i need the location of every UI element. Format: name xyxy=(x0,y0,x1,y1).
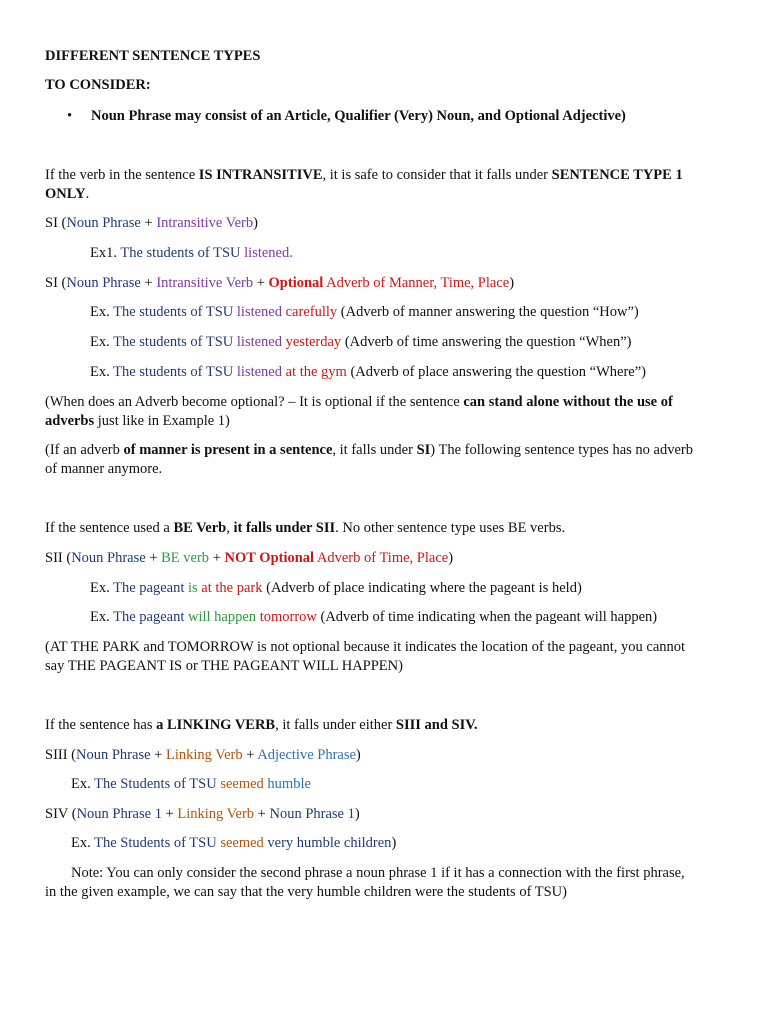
bullet-text: Noun Phrase may consist of an Article, Qualifier (Very) Noun, and Optional Adjective) xyxy=(91,108,626,124)
s3-example-siii: Ex. The Students of TSU seemed humble xyxy=(71,776,311,792)
s1-note-1: (When does an Adverb become optional? – It is optional if the sentence can stand alone without the use of xyxy=(45,394,673,410)
s2-note: (AT THE PARK and TOMORROW is not optional because it indicates the location of the pageant, you cannot xyxy=(45,639,686,655)
s1-example-1: Ex1. The students of TSU listened. xyxy=(90,245,293,261)
s1-example-4: Ex. The students of TSU listened at the gym (Adverb of place answering the question “Where”) xyxy=(90,364,646,380)
s2-intro: If the sentence used a BE Verb, it falls under SII. No other sentence type uses BE verbs. xyxy=(45,520,566,536)
s1-note-1-cont: adverbs just like in Example 1) xyxy=(45,413,230,429)
s3-example-siv: Ex. The Students of TSU seemed very humble children) xyxy=(71,835,397,851)
s2-example-2: Ex. The pageant will happen tomorrow (Adverb of time indicating when the pageant will happen) xyxy=(90,609,658,625)
s3-intro: If the sentence has a LINKING VERB, it falls under either SIII and SIV. xyxy=(45,717,478,733)
s1-formula-2: SI (Noun Phrase + Intransitive Verb + Optional Adverb of Manner, Time, Place) xyxy=(45,275,515,291)
s1-example-2: Ex. The students of TSU listened carefully (Adverb of manner answering the question “How”) xyxy=(90,304,639,320)
s1-note-2-cont: of manner anymore. xyxy=(45,461,163,477)
s2-note-cont: say THE PAGEANT IS or THE PAGEANT WILL HAPPEN) xyxy=(45,658,403,674)
bullet-icon: • xyxy=(67,108,73,124)
s1-intro-cont: ONLY. xyxy=(45,186,90,202)
doc-title: DIFFERENT SENTENCE TYPES xyxy=(45,48,261,64)
s3-note: Note: You can only consider the second phrase a noun phrase 1 if it has a connection with the first phrase, xyxy=(71,865,685,881)
s2-example-1: Ex. The pageant is at the park (Adverb of place indicating where the pageant is held) xyxy=(90,580,582,596)
s1-intro: If the verb in the sentence IS INTRANSITIVE, it is safe to consider that it falls under SENTENCE TYPE 1 xyxy=(45,167,683,183)
s1-note-2: (If an adverb of manner is present in a sentence, it falls under SI) The following sentence types has no adverb xyxy=(45,442,693,458)
s3-note-cont: in the given example, we can say that the very humble children were the students of TSU) xyxy=(45,884,567,900)
s2-formula: SII (Noun Phrase + BE verb + NOT Optional Adverb of Time, Place) xyxy=(45,550,454,566)
s3-formula-siii: SIII (Noun Phrase + Linking Verb + Adjective Phrase) xyxy=(45,747,361,763)
s1-example-3: Ex. The students of TSU listened yesterday (Adverb of time answering the question “When”) xyxy=(90,334,632,350)
s1-formula-1: SI (Noun Phrase + Intransitive Verb) xyxy=(45,215,258,231)
doc-subtitle: TO CONSIDER: xyxy=(45,77,151,93)
s3-formula-siv: SIV (Noun Phrase 1 + Linking Verb + Noun Phrase 1) xyxy=(45,806,360,822)
